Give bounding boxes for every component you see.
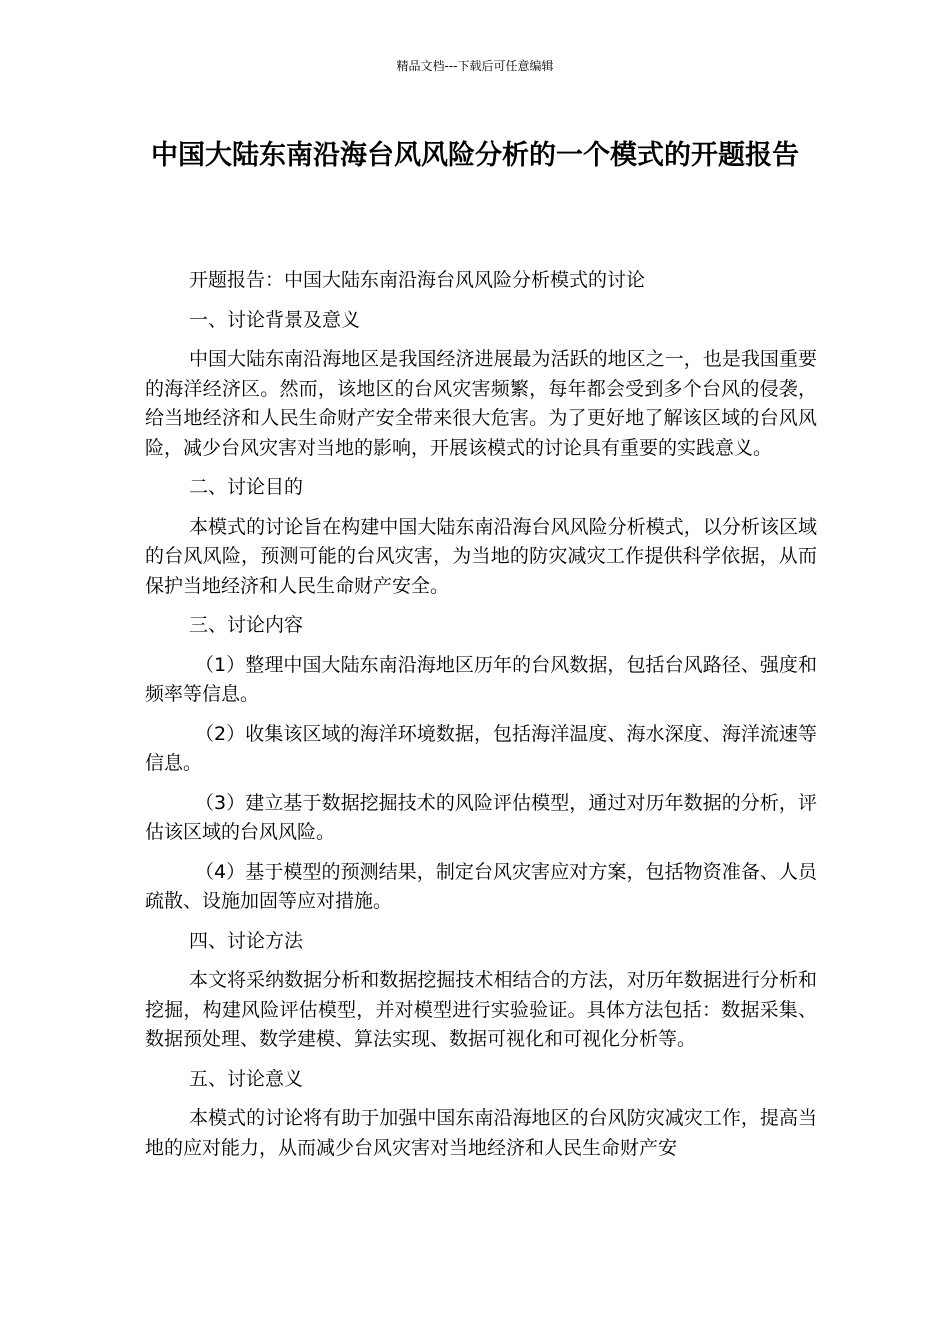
content-item-1: （1）整理中国大陆东南沿海地区历年的台风数据，包括台风路径、强度和频率等信息。 — [145, 653, 817, 705]
section-heading-purpose: 二、讨论目的 — [189, 476, 304, 498]
paragraph-purpose: 本模式的讨论旨在构建中国大陆东南沿海台风风险分析模式，以分析该区域的台风风险，预测可能的台风灾害，为当地的防灾减灾工作提供科学依据，从而保护当地经济和人民生命财产安全。 — [145, 515, 817, 597]
report-subtitle: 开题报告：中国大陆东南沿海台风风险分析模式的讨论 — [189, 269, 646, 291]
document-title: 中国大陆东南沿海台风风险分析的一个模式的开题报告 — [151, 140, 799, 171]
header-note: 精品文档---下载后可任意编辑 — [396, 59, 554, 73]
paragraph-method: 本文将采纳数据分析和数据挖掘技术相结合的方法，对历年数据进行分析和挖掘，构建风险评估模型，并对模型进行实验验证。具体方法包括：数据采集、数据预处理、数学建模、算法实现、数据可视化和可视化分析等。 — [145, 969, 817, 1050]
content-item-3: （3）建立基于数据挖掘技术的风险评估模型，通过对历年数据的分析，评估该区域的台风风险。 — [145, 791, 817, 843]
section-heading-content: 三、讨论内容 — [189, 614, 304, 636]
content-item-4: （4）基于模型的预测结果，制定台风灾害应对方案，包括物资准备、人员疏散、设施加固等应对措施。 — [145, 860, 817, 912]
section-heading-background: 一、讨论背景及意义 — [189, 308, 361, 331]
section-heading-significance: 五、讨论意义 — [189, 1067, 304, 1090]
content-item-2: （2）收集该区域的海洋环境数据，包括海洋温度、海水深度、海洋流速等信息。 — [145, 722, 817, 774]
paragraph-background: 中国大陆东南沿海地区是我国经济进展最为活跃的地区之一，也是我国重要的海洋经济区。然而，该地区的台风灾害频繁，每年都会受到多个台风的侵袭，给当地经济和人民生命财产安全带来很大危害。为了更好地了解该区域的台风风险，减少台风灾害对当地的影响，开展该模式的讨论具有重要的实践意义。 — [145, 348, 817, 459]
section-heading-method: 四、讨论方法 — [189, 929, 304, 952]
document-body — [145, 266, 817, 1173]
paragraph-significance: 本模式的讨论将有助于加强中国东南沿海地区的台风防灾减灾工作，提高当地的应对能力，从而减少台风灾害对当地经济和人民生命财产安 — [145, 1107, 817, 1159]
